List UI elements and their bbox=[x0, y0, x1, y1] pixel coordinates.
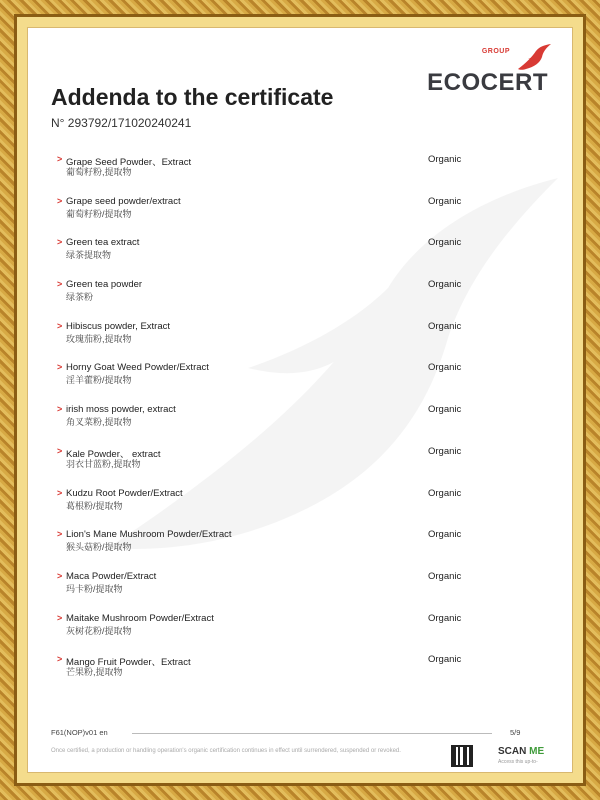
product-name-zh: 绿茶粉 bbox=[66, 292, 94, 303]
list-item bbox=[57, 362, 557, 404]
list-item bbox=[57, 321, 557, 363]
list-item bbox=[57, 279, 557, 321]
page-number: 5/9 bbox=[510, 728, 521, 737]
product-status: Organic bbox=[428, 654, 462, 666]
product-status: Organic bbox=[428, 320, 462, 332]
product-list bbox=[57, 154, 557, 696]
product-name-en: Mango Fruit Powder、Extract bbox=[66, 657, 191, 669]
chevron-right-icon: > bbox=[57, 279, 63, 290]
list-item bbox=[57, 613, 557, 655]
list-item bbox=[57, 237, 557, 279]
product-name-en: Grape Seed Powder、Extract bbox=[66, 157, 192, 168]
chevron-right-icon: > bbox=[57, 654, 63, 665]
product-name-en: Green tea powder bbox=[66, 279, 143, 291]
product-status: Organic bbox=[428, 279, 462, 291]
disclaimer-text: Once certified, a production or handling operation's organic certification continues in effect until surrendered, suspended or revoked. bbox=[51, 748, 401, 754]
product-name-en: irish moss powder, extract bbox=[66, 404, 176, 416]
product-name-zh: 猴头菇粉/提取物 bbox=[66, 542, 132, 553]
chevron-right-icon: > bbox=[57, 320, 63, 331]
footer-divider bbox=[132, 733, 492, 734]
scan-text: SCAN bbox=[498, 746, 527, 757]
list-item bbox=[57, 404, 557, 446]
product-name-en: Kale Powder、 extract bbox=[66, 448, 161, 460]
chevron-right-icon: > bbox=[57, 404, 63, 415]
product-status: Organic bbox=[428, 445, 462, 457]
form-code: F61(NOP)v01 en bbox=[51, 728, 108, 737]
chevron-right-icon: > bbox=[57, 612, 63, 623]
chevron-right-icon: > bbox=[57, 529, 63, 540]
product-name-zh: 淫羊藿粉/提取物 bbox=[66, 375, 132, 386]
product-name-en: Lion's Mane Mushroom Powder/Extract bbox=[66, 529, 232, 541]
logo-wordmark: ECOCERT bbox=[427, 69, 548, 96]
list-item bbox=[57, 488, 557, 530]
list-item bbox=[57, 154, 557, 196]
qr-code-icon[interactable] bbox=[451, 745, 473, 767]
product-status: Organic bbox=[428, 487, 462, 499]
me-text: ME bbox=[529, 746, 545, 757]
product-status: Organic bbox=[428, 404, 462, 416]
product-name-zh: 绿茶提取物 bbox=[66, 250, 112, 261]
product-name-zh: 葛根粉/提取物 bbox=[66, 500, 123, 511]
product-name-zh: 玫瑰茄粉,提取物 bbox=[66, 333, 132, 344]
product-name-zh: 葡萄籽粉/提取物 bbox=[66, 208, 132, 219]
chevron-right-icon: > bbox=[57, 195, 63, 206]
product-name-en: Hibiscus powder, Extract bbox=[66, 320, 171, 332]
list-item bbox=[57, 446, 557, 488]
product-name-zh: 角叉菜粉,提取物 bbox=[66, 417, 132, 428]
product-name-en: Maitake Mushroom Powder/Extract bbox=[66, 612, 214, 624]
scan-me-label[interactable] bbox=[498, 746, 544, 757]
list-item bbox=[57, 196, 557, 238]
page-title: Addenda to the certificate bbox=[51, 84, 334, 110]
product-status: Organic bbox=[428, 195, 462, 207]
chevron-right-icon: > bbox=[57, 445, 63, 456]
product-name-zh: 灰树花粉/提取物 bbox=[66, 625, 132, 636]
product-status: Organic bbox=[428, 612, 462, 624]
list-item bbox=[57, 571, 557, 613]
product-name-zh: 玛卡粉/提取物 bbox=[66, 583, 123, 594]
list-item bbox=[57, 654, 557, 696]
logo-group-text: GROUP bbox=[481, 48, 510, 55]
scan-subtext: Access this up-to- bbox=[498, 759, 538, 765]
chevron-right-icon: > bbox=[57, 487, 63, 498]
ecocert-logo bbox=[412, 43, 552, 103]
product-name-en: Horny Goat Weed Powder/Extract bbox=[66, 362, 209, 374]
product-status: Organic bbox=[428, 362, 462, 374]
product-name-en: Maca Powder/Extract bbox=[66, 570, 157, 582]
certificate-page bbox=[27, 27, 573, 773]
product-status: Organic bbox=[428, 570, 462, 582]
product-status: Organic bbox=[428, 529, 462, 541]
product-name-en: Grape seed powder/extract bbox=[66, 195, 181, 207]
product-status: Organic bbox=[428, 154, 462, 165]
product-name-en: Green tea extract bbox=[66, 237, 140, 249]
product-name-zh: 羽衣甘蓝粉,提取物 bbox=[66, 458, 141, 469]
chevron-right-icon: > bbox=[57, 570, 63, 581]
product-name-zh: 葡萄籽粉,提取物 bbox=[66, 167, 132, 177]
chevron-right-icon: > bbox=[57, 237, 63, 248]
chevron-right-icon: > bbox=[57, 154, 63, 164]
certificate-number: N° 293792/171020240241 bbox=[51, 116, 192, 130]
product-status: Organic bbox=[428, 237, 462, 249]
chevron-right-icon: > bbox=[57, 362, 63, 373]
product-name-en: Kudzu Root Powder/Extract bbox=[66, 487, 183, 499]
product-name-zh: 芒果粉,提取物 bbox=[66, 667, 123, 678]
list-item bbox=[57, 529, 557, 571]
